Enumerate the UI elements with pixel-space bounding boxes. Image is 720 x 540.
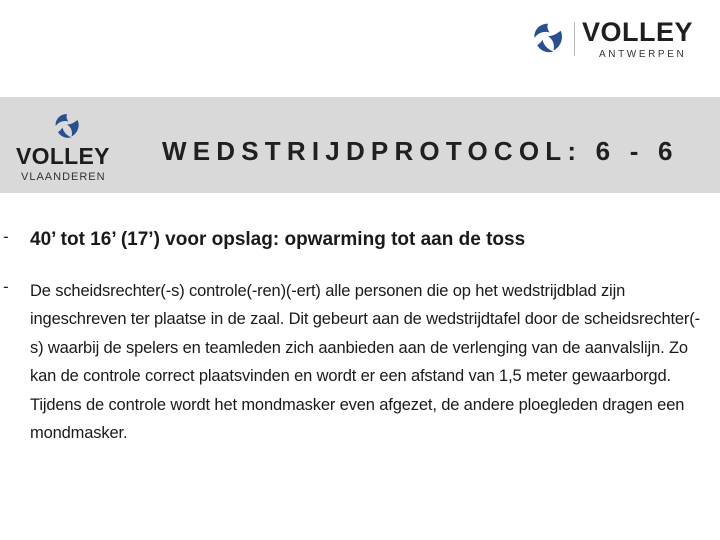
bullet-marker: - bbox=[3, 277, 9, 296]
bullet-text: De scheidsrechter(-s) controle(-ren)(-ert) alle personen die op het wedstrijdblad zijn ingeschreven ter plaatse in de zaal. Dit gebeurt aan de wedstrijdtafel door de scheidsrechter(-s) waarbij de spelers en teamleden zich aanbieden aan de verlenging van de aanvalslijn. Zo kan de controle correct plaatsvinden en wordt er een afstand van 1,5 meter gewaarborgd. Tijdens de controle wordt het mondmasker even afgezet, de andere ploegleden dragen een mondmasker. bbox=[30, 282, 700, 443]
logo-divider bbox=[574, 22, 575, 56]
bullet-text: 40’ tot 16’ (17’) voor opslag: opwarming tot aan de toss bbox=[30, 229, 526, 250]
bullet-marker: - bbox=[3, 227, 9, 246]
page-title: WEDSTRIJDPROTOCOL: 6 - 6 bbox=[162, 136, 679, 166]
logo-brand: VOLLEY bbox=[582, 17, 694, 47]
logo-subtitle: VLAANDEREN bbox=[21, 171, 106, 183]
volleyball-swirl-icon bbox=[530, 20, 566, 56]
logo-subtitle: ANTWERPEN bbox=[599, 49, 687, 60]
title-band bbox=[0, 97, 720, 193]
volley-antwerpen-logo bbox=[530, 16, 705, 62]
logo-brand: VOLLEY bbox=[16, 143, 110, 169]
volley-vlaanderen-logo bbox=[0, 97, 140, 193]
volleyball-swirl-icon bbox=[52, 111, 82, 141]
